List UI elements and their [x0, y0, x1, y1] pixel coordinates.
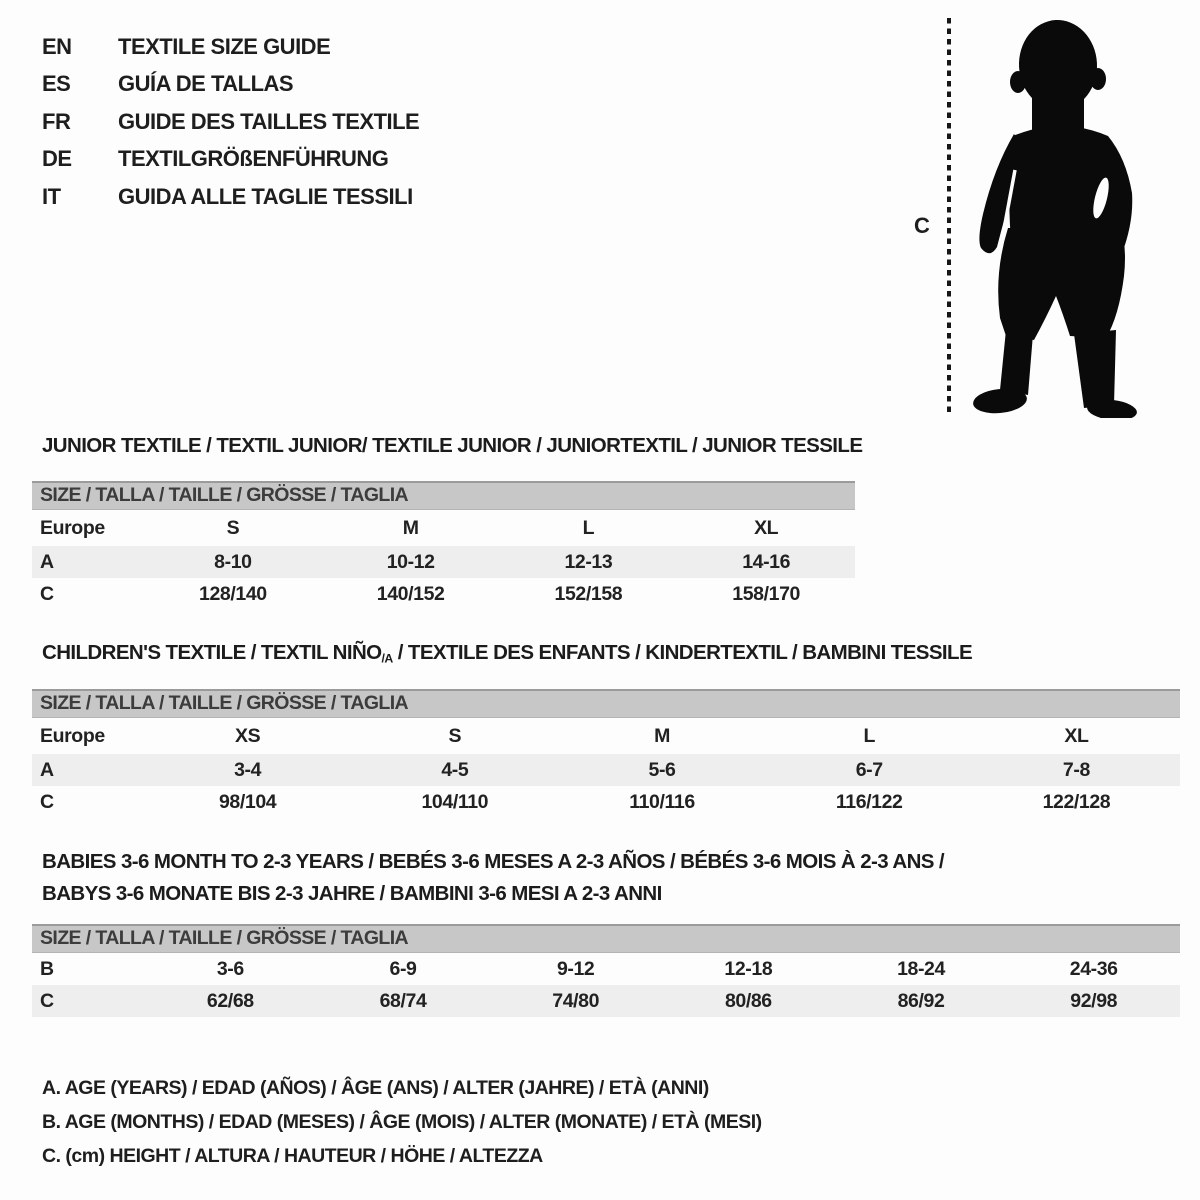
title-subscript: /A [381, 651, 393, 666]
table-row-age [32, 754, 1180, 786]
age-cell: 6-9 [389, 957, 417, 980]
table-row-age [32, 546, 855, 578]
row-label: C [40, 989, 54, 1012]
age-cell: 6-7 [855, 758, 883, 781]
title-part: CHILDREN'S TEXTILE / TEXTIL NIÑO [42, 641, 382, 664]
lang-title: GUIDE DES TAILLES TEXTILE [118, 108, 420, 134]
size-cell: L [863, 724, 875, 747]
row-label: Europe [40, 516, 105, 539]
height-cell: 74/80 [552, 989, 600, 1012]
children-size-table [32, 689, 1180, 818]
height-measure-label: C [914, 213, 930, 238]
legend-line-c: C. (cm) HEIGHT / ALTURA / HAUTEUR / HÖHE / ALTEZZA [42, 1144, 543, 1167]
age-cell: 12-18 [724, 957, 773, 980]
junior-size-table [32, 481, 855, 610]
lang-title: TEXTILGRÖßENFÜHRUNG [118, 146, 389, 172]
age-cell: 8-10 [214, 550, 252, 573]
size-cell: M [402, 516, 419, 539]
table-row-height [32, 985, 1180, 1017]
height-cell: 92/98 [1070, 989, 1118, 1012]
section-title-babies [42, 846, 944, 910]
height-cell: 104/110 [421, 790, 489, 813]
height-cell: 68/74 [379, 989, 427, 1012]
lang-code: ES [42, 71, 71, 97]
size-cell: S [448, 724, 462, 747]
row-label: C [40, 790, 54, 813]
lang-code: EN [42, 33, 72, 59]
height-cell: 128/140 [199, 582, 267, 605]
lang-row-de [42, 141, 419, 179]
title-line-2: BABYS 3-6 MONATE BIS 2-3 JAHRE / BAMBINI 3-6 MESI A 2-3 ANNI [42, 882, 662, 905]
age-cell: 9-12 [556, 957, 595, 980]
age-cell: 14-16 [742, 550, 791, 573]
legend-line-a: A. AGE (YEARS) / EDAD (AÑOS) / ÂGE (ANS) / ALTER (JAHRE) / ETÀ (ANNI) [42, 1076, 709, 1099]
section-title-junior: JUNIOR TEXTILE / TEXTIL JUNIOR/ TEXTILE JUNIOR / JUNIORTEXTIL / JUNIOR TESSILE [42, 434, 863, 457]
size-cell: XL [754, 516, 779, 539]
lang-code: FR [42, 108, 71, 134]
height-cell: 140/152 [376, 582, 445, 605]
table-row-height [32, 786, 1180, 818]
row-label: Europe [40, 724, 105, 747]
height-cell: 98/104 [218, 790, 277, 813]
height-cell: 122/128 [1042, 790, 1111, 813]
height-cell: 152/158 [554, 582, 623, 605]
lang-title: GUÍA DE TALLAS [118, 71, 294, 97]
age-cell: 5-6 [648, 758, 676, 781]
age-cell: 3-6 [216, 957, 244, 980]
row-label: A [40, 758, 54, 781]
height-cell: 86/92 [897, 989, 945, 1012]
height-cell: 62/68 [206, 989, 254, 1012]
title-line-1: BABIES 3-6 MONTH TO 2-3 YEARS / BEBÉS 3-6 MESES A 2-3 AÑOS / BÉBÉS 3-6 MOIS À 2-3 ANS / [42, 850, 945, 873]
table-header-bar: SIZE / TALLA / TAILLE / GRÖSSE / TAGLIA [32, 924, 1180, 953]
table-header-bar: SIZE / TALLA / TAILLE / GRÖSSE / TAGLIA [32, 689, 1180, 718]
title-part: / TEXTILE DES ENFANTS / KINDERTEXTIL / BAMBINI TESSILE [392, 641, 973, 664]
lang-row-fr [42, 103, 419, 141]
section-title-children [42, 641, 972, 665]
table-row-age-months [32, 953, 1180, 985]
height-cell: 110/116 [629, 790, 695, 813]
age-cell: 18-24 [897, 957, 945, 980]
babies-size-table [32, 924, 1180, 1017]
lang-row-en [42, 28, 419, 66]
size-cell: M [654, 724, 670, 747]
row-label: B [40, 957, 54, 980]
height-cell: 158/170 [732, 582, 800, 605]
size-cell: XL [1064, 724, 1089, 747]
age-cell: 12-13 [564, 550, 613, 573]
age-cell: 24-36 [1069, 957, 1118, 980]
lang-code: DE [42, 146, 72, 172]
table-header-bar: SIZE / TALLA / TAILLE / GRÖSSE / TAGLIA [32, 481, 855, 510]
age-cell: 7-8 [1062, 758, 1090, 781]
height-cell: 116/122 [835, 790, 903, 813]
age-cell: 4-5 [441, 758, 469, 781]
size-cell: L [582, 516, 595, 539]
height-cell: 80/86 [724, 989, 772, 1012]
measurement-legend [42, 1071, 762, 1173]
table-row-height [32, 578, 855, 610]
lang-title: TEXTILE SIZE GUIDE [118, 33, 331, 59]
lang-row-it [42, 178, 419, 216]
age-cell: 3-4 [234, 758, 262, 781]
table-row-europe [32, 510, 855, 546]
legend-line-b: B. AGE (MONTHS) / EDAD (MESES) / ÂGE (MOIS) / ALTER (MONATE) / ETÀ (MESI) [42, 1110, 762, 1133]
lang-title: GUIDA ALLE TAGLIE TESSILI [118, 183, 413, 209]
toddler-silhouette-icon [966, 18, 1166, 418]
lang-code: IT [42, 183, 61, 209]
lang-row-es [42, 66, 419, 104]
language-title-list [42, 28, 419, 216]
size-cell: S [226, 516, 240, 539]
size-cell: XS [234, 724, 261, 747]
row-label: A [40, 550, 54, 573]
row-label: C [40, 582, 54, 605]
height-measure-dashed-line [947, 18, 951, 415]
table-row-europe [32, 718, 1180, 754]
age-cell: 10-12 [386, 550, 435, 573]
